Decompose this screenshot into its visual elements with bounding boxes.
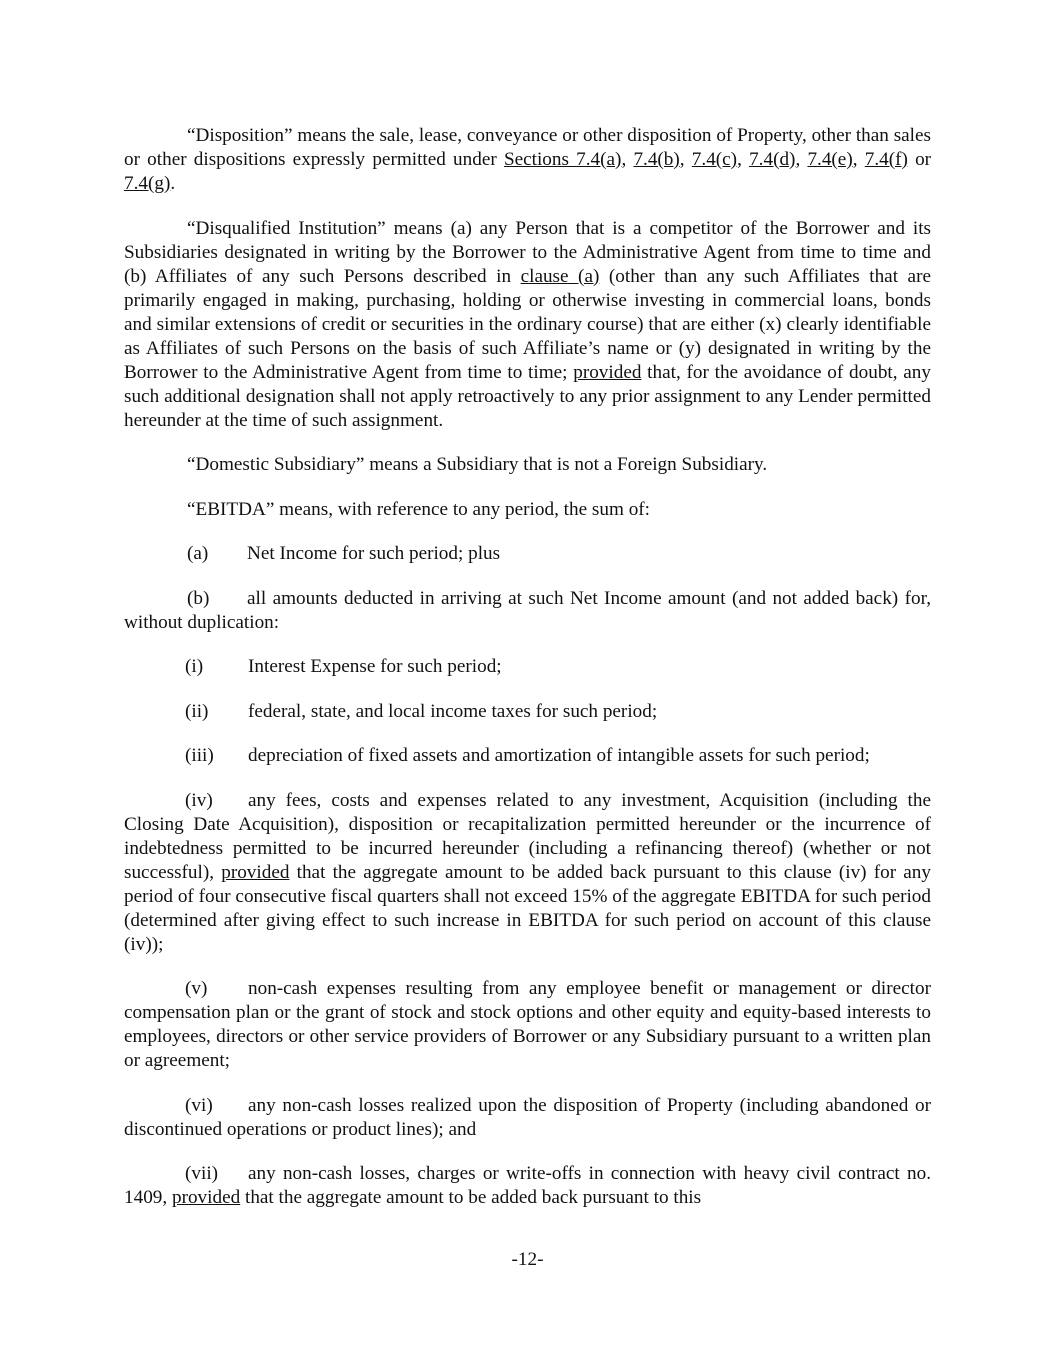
definition-disqualified-institution: “Disqualified Institution” means (a) any Person that is a competitor of the Borrower and its Subsidiaries designated in writing by the Borrower to the Administrative Agent from time to time and (b) Affiliates of any such Persons described in clause (a) (other than any such Affiliates that are primarily engaged in making, purchasing, holding or otherwise investing in commercial loans, bonds and similar extensions of credit or securities in the ordinary course) that are either (x) clearly identifiable as Affiliates of such Persons on the basis of such Affiliate’s name or (y) designated in writing by the Borrower to the Administrative Agent from time to time; provided that, for the avoidance of doubt, any such additional designation shall not apply retroactively to any prior assignment to any Lender permitted hereunder at the time of such assignment. [124,217,931,431]
section-ref: 7.4(c) [691,149,738,170]
subclause-vi: (vi) any non-cash losses realized upon the disposition of Property (including abandoned or discontinued operations or product lines); and [124,1094,931,1140]
section-ref: 7.4(f) [864,149,908,170]
subclause-label: (v) [185,978,208,999]
clause-label: (b) [187,587,210,609]
section-ref: Sections 7.4(a) [503,149,622,170]
clause-a: (a) Net Income for such period; plus [187,543,501,564]
definition-ebitda: “EBITDA” means, with reference to any period, the sum of: [187,498,651,520]
subclause-iv: (iv) any fees, costs and expenses related to any investment, Acquisition (including the Closing Date Acquisition), disposition or recapitalization permitted hereunder or the incurrence of indebtedness permitted to be incurred hereunder (including a refinancing thereof) (whether or not successful), provided that the aggregate amount to be added back pursuant to this clause (iv) for any period of four consecutive fiscal quarters shall not exceed 15% of the aggregate EBITDA for such period (determined after giving effect to such increase in EBITDA for such period on account of this clause (iv)); [124,789,931,955]
clause-label: (a) [187,543,209,564]
subclause-label: (iii) [185,745,214,766]
clause-b: (b) all amounts deducted in arriving at such Net Income amount (and not added back) for, without duplication: [124,587,931,633]
defined-term: “EBITDA” [187,498,275,520]
provided-term: provided [221,861,290,883]
subclause-iii: (iii) depreciation of fixed assets and amortization of intangible assets for such period; [185,745,870,766]
document-page [124,124,931,1231]
provided-term: provided [573,361,642,383]
subclause-label: (vii) [185,1163,219,1184]
section-ref: 7.4(b) [633,149,680,170]
clause-ref: clause (a) [520,265,600,287]
defined-term: “Disqualified Institution” [187,217,386,239]
subclause-label: (vi) [185,1094,213,1116]
provided-term: provided [171,1187,241,1208]
section-ref: 7.4(d) [749,149,796,170]
definition-domestic-subsidiary: “Domestic Subsidiary” means a Subsidiary that is not a Foreign Subsidiary. [187,454,768,475]
page-number: -12- [511,1249,544,1270]
subclause-ii: (ii) federal, state, and local income taxes for such period; [185,700,658,722]
defined-term: “Domestic Subsidiary” [187,454,365,475]
subclause-i: (i) Interest Expense for such period; [185,656,502,677]
section-ref: 7.4(e) [807,149,853,170]
section-ref: 7.4(g) [124,173,171,194]
definition-disposition: “Disposition” means the sale, lease, conveyance or other disposition of Property, other than sales or other dispositions expressly permitted under Sections 7.4(a), 7.4(b), 7.4(c), 7.4(d), 7.4(e), 7.4(f) or 7.4(g). [124,125,932,194]
subclause-label: (i) [185,656,204,677]
subclause-label: (ii) [185,700,209,722]
defined-term: “Disposition” [187,125,293,146]
subclause-v: (v) non-cash expenses resulting from any employee benefit or management or director compensation plan or the grant of stock and stock options and other equity and equity-based interests to employees, directors or other service providers of Borrower or any Subsidiary pursuant to a written plan or agreement; [124,978,931,1071]
subclause-label: (iv) [185,789,213,811]
subclause-vii: (vii) any non-cash losses, charges or write-offs in connection with heavy civil contract no. 1409, provided that the aggregate amount to be added back pursuant to this [124,1163,931,1208]
